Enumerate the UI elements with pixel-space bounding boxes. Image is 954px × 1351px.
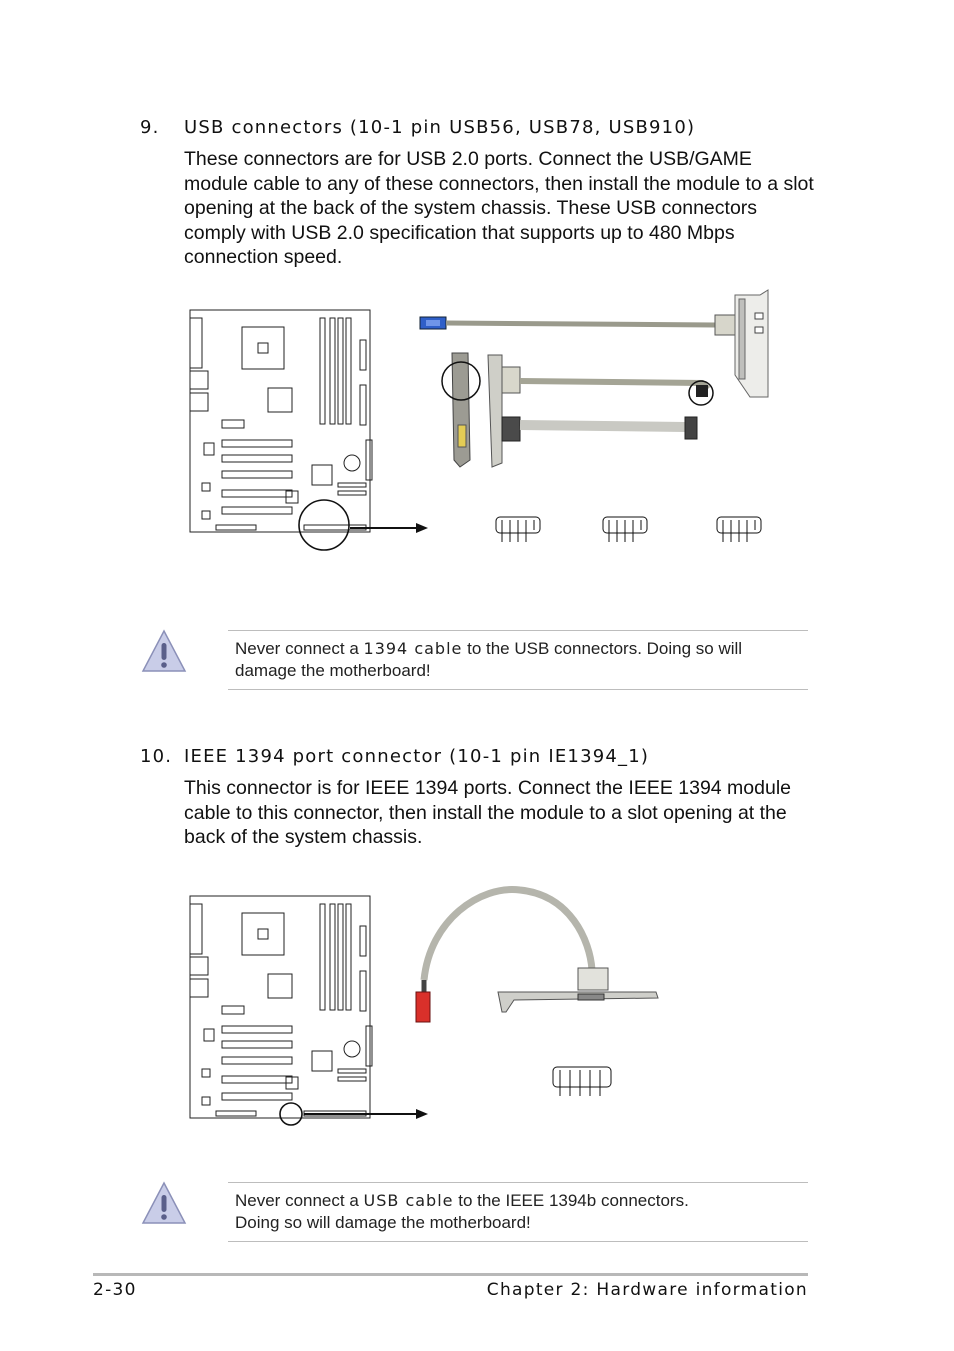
usb-pin-header-1 bbox=[496, 517, 540, 542]
ieee1394-connector-diagram bbox=[180, 880, 680, 1140]
ieee1394-module-cable bbox=[416, 890, 658, 1022]
note-1394-warning bbox=[228, 1182, 808, 1242]
game-port-bracket bbox=[442, 353, 713, 467]
usb-pin-header-2 bbox=[603, 517, 647, 542]
motherboard-illustration bbox=[190, 310, 372, 532]
note-text-line2: Doing so will damage the motherboard! bbox=[235, 1213, 531, 1232]
note-text: Never connect a bbox=[235, 1191, 364, 1210]
ieee1394-pin-header bbox=[553, 1067, 611, 1096]
note-emphasis: USB cable bbox=[363, 1191, 454, 1210]
section-title: USB connectors (10-1 pin USB56, USB78, USB910) bbox=[184, 117, 696, 138]
note-text-suffix: to the IEEE 1394b connectors. bbox=[453, 1191, 689, 1210]
usb-pin-header-3 bbox=[717, 517, 761, 542]
note-usb-warning bbox=[228, 630, 808, 690]
ieee1394-header-highlight bbox=[280, 1103, 302, 1125]
usb-connector-diagram bbox=[180, 285, 800, 585]
warning-triangle-icon bbox=[140, 628, 188, 676]
note-emphasis: 1394 cable bbox=[363, 639, 463, 658]
section-10-heading bbox=[140, 746, 649, 767]
chapter-title: Chapter 2: Hardware information bbox=[486, 1280, 808, 1300]
motherboard-illustration bbox=[190, 896, 372, 1118]
warning-triangle-icon bbox=[140, 1180, 188, 1228]
section-10-body: This connector is for IEEE 1394 ports. Connect the IEEE 1394 module cable to this connector, then install the module to a slot opening at the back of the system chassis. bbox=[184, 777, 792, 848]
page-number: 2-30 bbox=[93, 1280, 137, 1300]
note-text: Never connect a bbox=[235, 639, 364, 658]
note-text-suffix: to the USB connectors. Doing so will damage the motherboard! bbox=[235, 639, 743, 680]
section-9-body: These connectors are for USB 2.0 ports. Connect the USB/GAME module cable to any of these connectors, then install the module to a slot opening at the back of the system chassis. These USB connectors comply with USB 2.0 specification that supports up to 480 Mbps connection speed. bbox=[184, 148, 814, 268]
footer-divider bbox=[93, 1273, 808, 1276]
section-number: 9. bbox=[140, 117, 160, 138]
section-number: 10. bbox=[140, 746, 173, 767]
section-title: IEEE 1394 port connector (10-1 pin IE1394_1) bbox=[184, 746, 650, 767]
section-9-heading bbox=[140, 117, 695, 138]
